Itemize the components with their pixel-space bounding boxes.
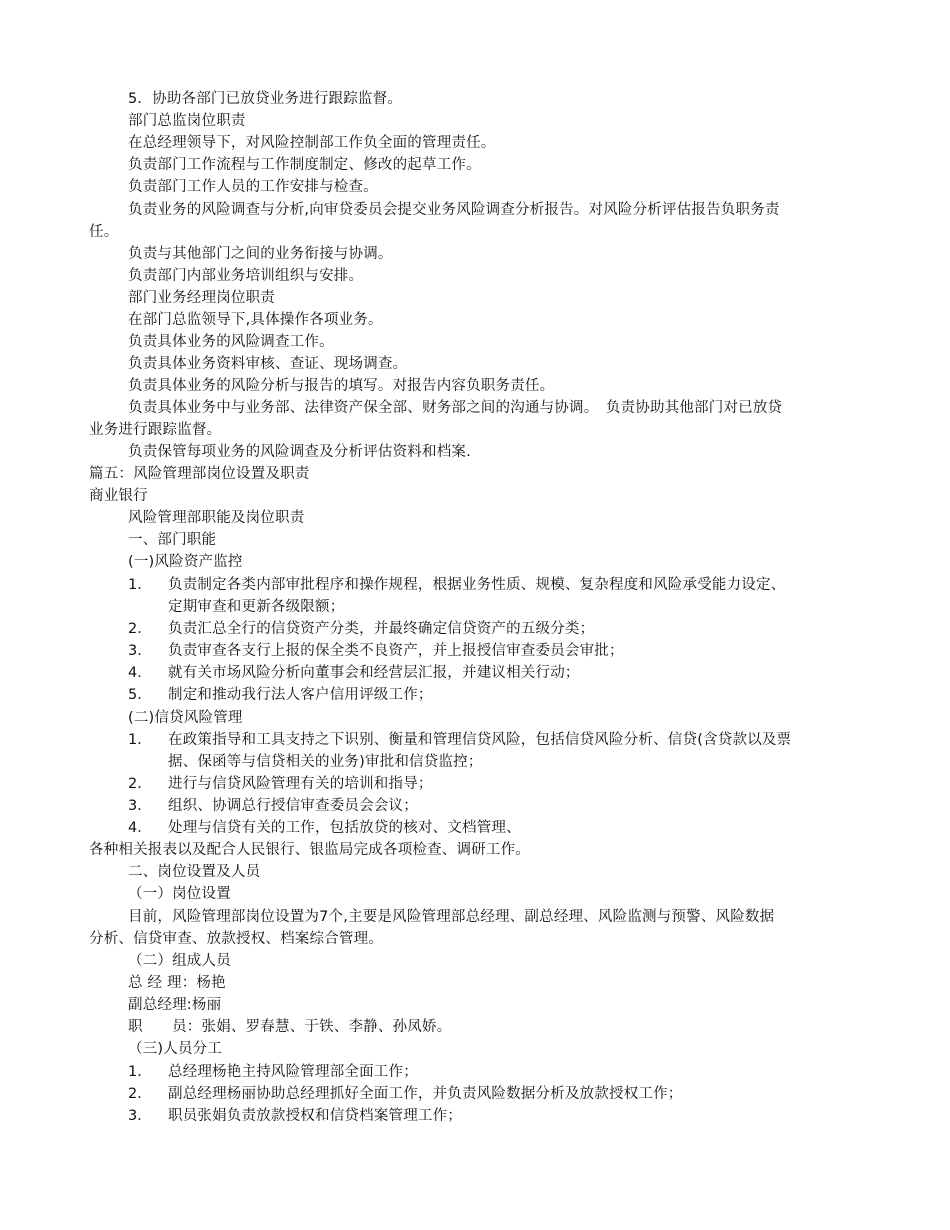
- list-item: 处理与信贷有关的工作，包括放贷的核对、文档管理、: [168, 820, 521, 836]
- paragraph-continuation: 业务进行跟踪监督。: [89, 422, 222, 438]
- list-item: 就有关市场风险分析向董事会和经营层汇报，并建议相关行动；: [168, 665, 580, 681]
- list-number: 3．: [128, 643, 152, 659]
- paragraph-continuation: 任。: [89, 224, 119, 240]
- list-item: 负责汇总全行的信贷资产分类，并最终确定信贷资产的五级分类；: [168, 621, 595, 637]
- paragraph: 负责具体业务中与业务部、法律资产保全部、财务部之间的沟通与协调。 负责协助其他部门对已放贷: [128, 400, 783, 416]
- sub-heading: （三)人员分工: [128, 1041, 223, 1057]
- staff-line: 副总经理:杨丽: [128, 997, 222, 1013]
- paragraph: 目前，风险管理部岗位设置为7个,主要是风险管理部总经理、副总经理、风险监测与预警、风险数据: [128, 909, 775, 925]
- list-number: 3．: [128, 798, 152, 814]
- document-title: 风险管理部职能及岗位职责: [128, 510, 305, 526]
- list-number: 1．: [128, 1064, 152, 1080]
- list-number: 1．: [128, 732, 152, 748]
- list-item-continuation: 定期审查和更新各级限额；: [168, 599, 345, 615]
- list-item: 在政策指导和工具支持之下识别、衡量和管理信贷风险，包括信贷风险分析、信贷(含贷款以及票: [168, 732, 792, 748]
- sub-heading: (二)信贷风险管理: [128, 710, 243, 726]
- list-item: 组织、协调总行授信审查委员会会议；: [168, 798, 418, 814]
- list-number: 1．: [128, 577, 152, 593]
- list-number: 5．: [128, 687, 152, 703]
- section-heading: 部门总监岗位职责: [128, 113, 246, 129]
- list-item: 进行与信贷风险管理有关的培训和指导；: [168, 776, 433, 792]
- list-item: 负责审查各支行上报的保全类不良资产，并上报授信审查委员会审批；: [168, 643, 624, 659]
- paragraph-continuation: 各种相关报表以及配合人民银行、银监局完成各项检查、调研工作。: [89, 842, 530, 858]
- paragraph: 在总经理领导下，对风险控制部工作负全面的管理责任。: [128, 135, 496, 151]
- paragraph: 负责具体业务资料审核、查证、现场调查。: [128, 356, 408, 372]
- paragraph: 负责部门工作人员的工作安排与检查。: [128, 179, 378, 195]
- paragraph: 负责业务的风险调查与分析,向审贷委员会提交业务风险调查分析报告。对风险分析评估报告负职务责: [128, 202, 780, 218]
- paragraph: 负责具体业务的风险调查工作。: [128, 334, 334, 350]
- sub-heading: (一)风险资产监控: [128, 554, 243, 570]
- paragraph: 负责与其他部门之间的业务衔接与协调。: [128, 246, 393, 262]
- sub-heading: （一）岗位设置: [128, 886, 231, 902]
- paragraph: 负责具体业务的风险分析与报告的填写。对报告内容负职务责任。: [128, 378, 555, 394]
- list-number: 4．: [128, 820, 152, 836]
- part-heading: 二、岗位设置及人员: [128, 864, 261, 880]
- paragraph: 5．协助各部门已放贷业务进行跟踪监督。: [128, 91, 403, 107]
- paragraph: 在部门总监领导下,具体操作各项业务。: [128, 312, 383, 328]
- list-number: 4．: [128, 665, 152, 681]
- list-item: 职员张娟负责放款授权和信贷档案管理工作；: [168, 1108, 462, 1124]
- staff-line: 总 经 理：杨艳: [128, 975, 226, 991]
- paragraph: 负责保管每项业务的风险调查及分析评估资料和档案.: [128, 444, 471, 460]
- paragraph: 负责部门工作流程与工作制度制定、修改的起草工作。: [128, 157, 481, 173]
- list-number: 2．: [128, 621, 152, 637]
- list-number: 2．: [128, 1086, 152, 1102]
- section-heading: 部门业务经理岗位职责: [128, 290, 275, 306]
- list-item-continuation: 据、保函等与信贷相关的业务)审批和信贷监控；: [168, 754, 483, 770]
- chapter-title: 篇五：风险管理部岗位设置及职责: [89, 466, 310, 482]
- staff-line: 职 员：张娟、罗春慧、于铁、李静、孙凤娇。: [128, 1019, 452, 1035]
- list-item: 总经理杨艳主持风险管理部全面工作；: [168, 1064, 418, 1080]
- list-number: 2．: [128, 776, 152, 792]
- sub-heading: （二）组成人员: [128, 953, 231, 969]
- organization-name: 商业银行: [89, 488, 148, 504]
- list-item: 制定和推动我行法人客户信用评级工作；: [168, 687, 433, 703]
- part-heading: 一、部门职能: [128, 532, 217, 548]
- paragraph-continuation: 分析、信贷审查、放款授权、档案综合管理。: [89, 931, 383, 947]
- paragraph: 负责部门内部业务培训组织与安排。: [128, 268, 364, 284]
- list-item: 副总经理杨丽协助总经理抓好全面工作，并负责风险数据分析及放款授权工作；: [168, 1086, 683, 1102]
- list-number: 3．: [128, 1108, 152, 1124]
- list-item: 负责制定各类内部审批程序和操作规程，根据业务性质、规模、复杂程度和风险承受能力设定、: [168, 577, 786, 593]
